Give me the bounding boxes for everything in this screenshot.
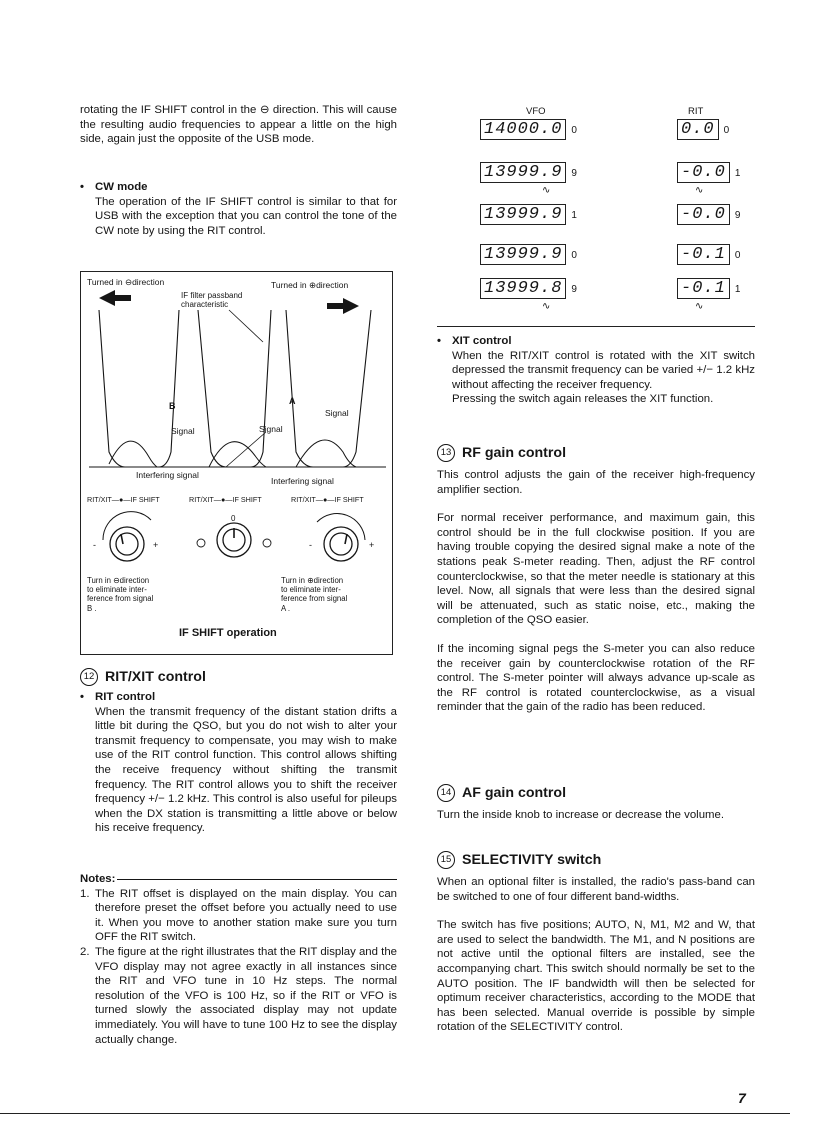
display-table-rule xyxy=(437,326,755,327)
rit-header: RIT xyxy=(688,106,704,117)
vfo-row-1: 14000.0 0 xyxy=(480,119,577,140)
rf-gain-p3: If the incoming signal pegs the S-meter you can also reduce the receiver gain by counterclockwise rotation of the RF control. The S-meter pointer will always advance up-scale as the RF control is rotated counterclockwise, as a visual reminder that the gain of the radio has been reduced. xyxy=(437,642,755,714)
signal-hump-right xyxy=(296,440,356,467)
rit-row-1: 0.0 0 xyxy=(677,119,729,140)
turn-plus-note-2: to eliminate inter- xyxy=(281,585,341,594)
vfo-display-1: 14000.0 xyxy=(480,119,566,140)
turn-plus-note-4: A . xyxy=(281,604,291,613)
passband-curve-center xyxy=(198,310,271,467)
signal-label-mid: Signal xyxy=(259,424,283,434)
interfering-label-right: Interfering signal xyxy=(271,476,334,486)
interfering-label-left: Interfering signal xyxy=(136,470,199,480)
vfo-display-3: 13999.9 xyxy=(480,204,566,225)
tilde-rit-2: ∿ xyxy=(695,301,704,312)
notes-heading-row xyxy=(80,872,397,887)
vfo-display-2: 13999.9 xyxy=(480,162,566,183)
tilde-vfo-2: ∿ xyxy=(542,301,551,312)
page-number: 7 xyxy=(738,1090,746,1106)
turn-plus-note-3: ference from signal xyxy=(281,594,348,603)
rit-row-3: -0.0 9 xyxy=(677,204,740,225)
rf-gain-p2: For normal receiver performance, and maximum gain, this control should be in the full clockwise position. If you are having trouble copying the desired signal make a note of the stations peak S-meter reading. Then, adjust the RF control counterclockwise, so that the meter needle is stationary at this level. Now, all signals that were less than the desired signal will be attenuated, such as static noise, etc., making the completion of the QSO easier. xyxy=(437,512,755,627)
vfo-display-4: 13999.9 xyxy=(480,244,566,265)
section-12-title: RIT/XIT control xyxy=(105,668,206,685)
vfo-display-5: 13999.8 xyxy=(480,278,566,299)
turn-minus-note-3: ference from signal xyxy=(87,594,154,603)
turned-minus-label: Turned in ⊖direction xyxy=(87,277,165,287)
rit-row-2: -0.0 1 xyxy=(677,162,740,183)
left-arrow-icon xyxy=(99,290,131,306)
af-gain-text: Turn the inside knob to increase or decrease the volume. xyxy=(437,809,725,821)
knob-label-3: RIT/XIT—●—IF SHIFT xyxy=(291,495,364,504)
knob-icon-center xyxy=(197,514,271,557)
marker-b: Β xyxy=(169,401,176,411)
svg-text:-: - xyxy=(309,540,312,550)
selectivity-p2: The switch has five positions; AUTO, N, M1, M2 and W, that are used to select the bandwidth. The M1, and N positions are not active until the optional filters are installed, see the accompanying chart. This switch should normally be set to the AUTO position. The IF bandwidth will then be selected for optimum receiver characteristics, according to the MODE that has been selected. Manual override is possible by simple rotation of the SELECTIVITY control. xyxy=(437,919,755,1034)
cw-mode-text: The operation of the IF SHIFT control is similar to that for USB with the exception that you can control the tone of the CW note by using the RIT control. xyxy=(95,195,397,237)
rit-row-5: -0.1 1 xyxy=(677,278,740,299)
section-13-heading xyxy=(437,444,755,462)
notes-section xyxy=(80,872,397,1047)
knob-icon-left xyxy=(93,512,158,561)
section-14-title: AF gain control xyxy=(462,784,567,801)
if-shift-figure xyxy=(80,271,393,655)
right-arrow-icon xyxy=(327,298,359,314)
section-13-number: 13 xyxy=(437,444,455,462)
turn-minus-note-2: to eliminate inter- xyxy=(87,585,147,594)
signal-label-left: Signal xyxy=(171,426,195,436)
section-14-heading xyxy=(437,784,755,802)
intro-paragraph xyxy=(80,103,397,147)
turn-plus-note-1: Turn in ⊕direction xyxy=(281,576,344,585)
knob-label-2: RIT/XIT—●—IF SHIFT xyxy=(189,495,262,504)
rit-control-text: When the transmit frequency of the distant station drifts a little bit during the QSO, but you do not wish to alter your transmit frequency to compensate, you may wish to make use of the RIT control function. This control allows shifting the receive frequency without shifting the transmit frequency. The RIT control allows you to shift the receiver frequency +/− 1.2 kHz. This control is also useful for pileups when the DX station is transmitting a little above or below his receive frequency. xyxy=(95,705,397,835)
svg-text:-: - xyxy=(93,540,96,550)
svg-text:0: 0 xyxy=(231,514,236,523)
figure-caption: IF SHIFT operation xyxy=(179,627,277,639)
knob-label-1: RIT/XIT—●—IF SHIFT xyxy=(87,495,160,504)
section-15 xyxy=(437,851,755,1035)
rit-control-heading: • RIT control xyxy=(80,690,397,705)
vfo-row-5: 13999.8 9 xyxy=(480,278,577,299)
vfo-row-4: 13999.9 0 xyxy=(480,244,577,265)
intro-text: rotating the IF SHIFT control in the ⊖ direction. This will cause the resulting audio frequencies to appear a little on the high side, again just the opposite of the USB mode. xyxy=(80,104,397,146)
section-14-number: 14 xyxy=(437,784,455,802)
svg-text:+: + xyxy=(153,540,159,550)
tilde-vfo-1: ∿ xyxy=(542,185,551,196)
rit-display-1: 0.0 xyxy=(677,119,719,140)
passband-label-line1: IF filter passband xyxy=(181,291,243,300)
section-14 xyxy=(437,784,755,823)
section-15-number: 15 xyxy=(437,851,455,869)
turn-minus-note-1: Turn in ⊖direction xyxy=(87,576,150,585)
section-12-number: 12 xyxy=(80,668,98,686)
rit-control-section xyxy=(80,690,397,836)
vfo-row-2: 13999.9 9 xyxy=(480,162,577,183)
svg-text:+: + xyxy=(369,540,375,550)
cw-mode-heading: • CW mode xyxy=(80,180,397,195)
signal-label-right: Signal xyxy=(325,408,349,418)
section-15-title: SELECTIVITY switch xyxy=(462,851,602,868)
xit-control-heading: • XIT control xyxy=(437,334,755,349)
xit-control-section xyxy=(437,334,755,407)
rit-display-5: -0.1 xyxy=(677,278,730,299)
section-15-heading xyxy=(437,851,755,869)
rit-display-4: -0.1 xyxy=(677,244,730,265)
note-1: 1. The RIT offset is displayed on the main display. You can therefore preset the offset before you actually need to use it. When you move to another station make sure you turn OFF the RIT switch. xyxy=(80,887,397,944)
passband-curve-left xyxy=(99,310,179,467)
rit-display-3: -0.0 xyxy=(677,204,730,225)
rit-display-2: -0.0 xyxy=(677,162,730,183)
passband-label-pointer xyxy=(229,310,263,342)
xit-control-text: When the RIT/XIT control is rotated with the XIT switch depressed the transmit frequency can be varied +/− 1.2 kHz without affecting the receiver frequency. xyxy=(452,349,755,391)
section-13-title: RF gain control xyxy=(462,444,567,461)
marker-a: Α xyxy=(289,396,296,406)
note-2-text: The figure at the right illustrates that the RIT display and the VFO display may not agree exactly in all instances since the RIT and VFO tune in 10 Hz steps. The normal resolution of the VFO is 100 Hz, so if the RIT or VFO is turned slowly the associated display may not update immediately. You will have to tune 100 Hz to see the display actually change. xyxy=(95,945,397,1046)
passband-label-line2: characteristic xyxy=(181,300,229,309)
section-12-heading xyxy=(80,668,397,686)
xit-control-text-2: Pressing the switch again releases the XIT function. xyxy=(452,393,714,406)
if-shift-diagram xyxy=(81,272,392,654)
note-1-text: The RIT offset is displayed on the main display. You can therefore preset the offset before you actually need to use it. When you move to another station make sure you turn OFF the RIT switch. xyxy=(95,887,397,944)
selectivity-p1: When an optional filter is installed, the radio's pass-band can be switched to one of four different band-widths. xyxy=(437,876,755,903)
turned-plus-label: Turned in ⊕direction xyxy=(271,280,349,290)
knob-icon-right xyxy=(309,514,374,561)
rf-gain-p1: This control adjusts the gain of the receiver high-frequency amplifier section. xyxy=(437,469,755,496)
section-12 xyxy=(80,668,397,686)
turn-minus-note-4: B . xyxy=(87,604,97,613)
rit-row-4: -0.1 0 xyxy=(677,244,740,265)
section-13 xyxy=(437,444,755,715)
passband-curve-right xyxy=(286,310,371,467)
vfo-header: VFO xyxy=(526,106,546,117)
cw-mode-section xyxy=(80,180,397,238)
page-bottom-rule xyxy=(0,1113,790,1114)
notes-heading: Notes: xyxy=(80,873,116,885)
note-2: 2. The figure at the right illustrates that the RIT display and the VFO display may not agree exactly in all instances since the RIT and VFO tune in 10 Hz steps. The normal resolution of the VFO is 100 Hz, so if the RIT or VFO is turned slowly the associated display may not update immediately. You will have to tune 100 Hz to see the display actually change. xyxy=(80,945,397,1046)
vfo-row-3: 13999.9 1 xyxy=(480,204,577,225)
tilde-rit-1: ∿ xyxy=(695,185,704,196)
notes-rule xyxy=(117,879,397,880)
